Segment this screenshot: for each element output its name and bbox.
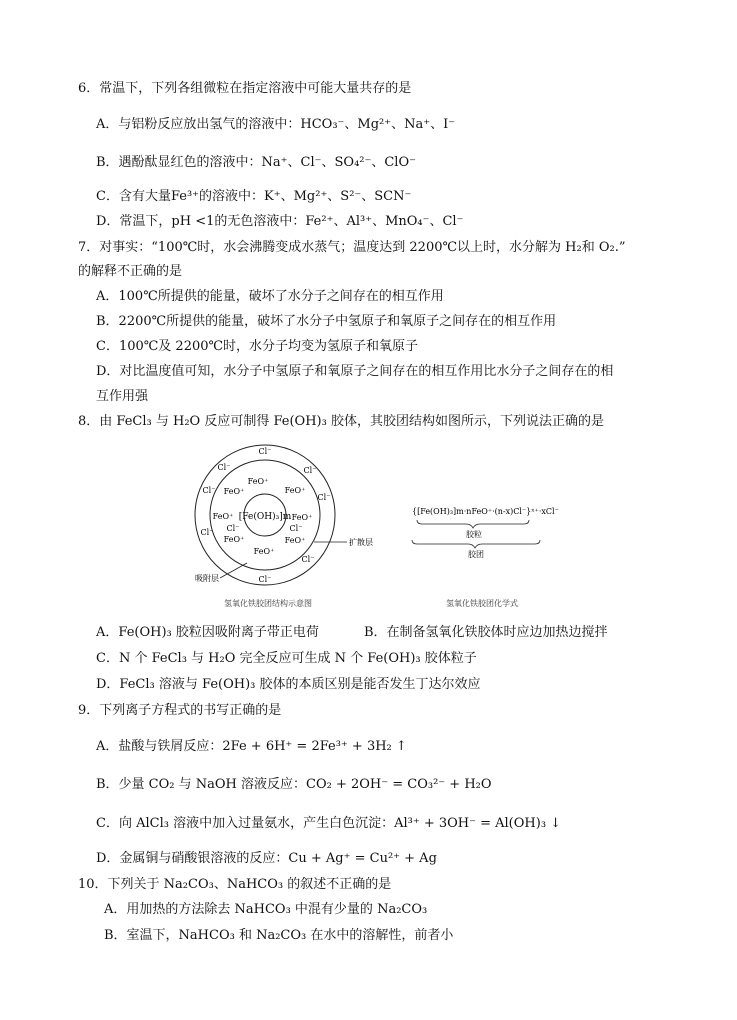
q8-option-c: C．N 个 FeCl₃ 与 H₂O 完全反应可生成 N 个 Fe(OH)₃ 胶体粒子: [96, 651, 477, 666]
q9-option-c: C．向 AlCl₃ 溶液中加入过量氨水，产生白色沉淀：Al³⁺ + 3OH⁻ = Al(OH)₃ ↓: [96, 816, 562, 831]
feo-ion: FeO⁺: [223, 535, 245, 544]
cl-ion: Cl⁻: [303, 466, 317, 475]
q6-stem: 6．常温下，下列各组微粒在指定溶液中可能大量共存的是: [78, 81, 412, 96]
feo-ion: FeO⁺: [247, 477, 269, 486]
q8-stem: 8．由 FeCl₃ 与 H₂O 反应可制得 Fe(OH)₃ 胶体，其胶团结构如图所示，下列说法正确的是: [78, 414, 604, 429]
cl-ion: Cl⁻: [200, 528, 214, 537]
figure-caption-left: 氢氧化铁胶团结构示意图: [224, 599, 312, 608]
colloidal-particle-label: 胶粒: [466, 530, 482, 539]
cl-ion: Cl⁻: [226, 524, 240, 533]
cl-ion: Cl⁻: [317, 493, 331, 502]
feo-ion: FeO⁺: [212, 512, 234, 521]
cl-ion: Cl⁻: [289, 524, 303, 533]
feo-ion: FeO⁺: [223, 487, 245, 496]
micelle-label: 胶团: [468, 550, 484, 559]
q9-option-b: B．少量 CO₂ 与 NaOH 溶液反应：CO₂ + 2OH⁻ = CO₃²⁻ + H₂O: [96, 777, 492, 792]
q6-option-a: A．与铝粉反应放出氢气的溶液中：HCO₃⁻、Mg²⁺、Na⁺、I⁻: [96, 117, 456, 132]
q10-stem: 10．下列关于 Na₂CO₃、NaHCO₃ 的叙述不正确的是: [78, 877, 392, 892]
q7-stem-line2: 的解释不正确的是: [78, 264, 183, 279]
q9-option-a: A．盐酸与铁屑反应：2Fe + 6H⁺ = 2Fe³⁺ + 3H₂ ↑: [96, 739, 407, 754]
cl-ion: Cl⁻: [202, 486, 216, 495]
cl-ion: Cl⁻: [217, 463, 231, 472]
q6-option-d: D．常温下，pH <1的无色溶液中：Fe²⁺、Al³⁺、MnO₄⁻、Cl⁻: [96, 214, 464, 229]
q7-stem-line1: 7．对事实：“100℃时，水会沸腾变成水蒸气；温度达到 2200℃以上时，水分解为 H₂和 O₂.”: [78, 240, 626, 255]
feo-ion: FeO⁺: [284, 536, 306, 545]
q8-option-b: B．在制备氢氧化铁胶体时应边加热边搅拌: [364, 625, 608, 640]
q7-option-d-line2: 互作用强: [96, 389, 149, 404]
q9-stem: 9．下列离子方程式的书写正确的是: [78, 703, 282, 718]
q10-option-a: A．用加热的方法除去 NaHCO₃ 中混有少量的 Na₂CO₃: [104, 902, 428, 917]
diffusion-layer-label: 扩散层: [349, 538, 373, 547]
q7-option-b: B．2200℃所提供的能量，破坏了水分子中氢原子和氧原子之间存在的相互作用: [96, 314, 557, 329]
q7-option-a: A．100℃所提供的能量，破坏了水分子之间存在的相互作用: [96, 289, 444, 304]
q8-option-a: A．Fe(OH)₃ 胶粒因吸附离子带正电荷: [96, 625, 319, 640]
figure-caption-right: 氢氧化铁胶团化学式: [446, 599, 518, 608]
micelle-formula: {[Fe(OH)₃]m·nFeO⁺·(n-x)Cl⁻}ˣ⁺·xCl⁻: [412, 507, 559, 516]
adsorption-layer-label: 吸附层: [195, 574, 219, 583]
cl-ion: Cl⁻: [258, 447, 272, 456]
q6-option-b: B．遇酚酞显红色的溶液中：Na⁺、Cl⁻、SO₄²⁻、ClO⁻: [96, 155, 416, 170]
q8-option-d: D．FeCl₃ 溶液与 Fe(OH)₃ 胶体的本质区别是能否发生丁达尔效应: [96, 677, 481, 692]
q9-option-d: D．金属铜与硝酸银溶液的反应：Cu + Ag⁺ = Cu²⁺ + Ag: [96, 851, 437, 866]
cl-ion: Cl⁻: [258, 575, 272, 584]
q7-option-d-line1: D．对比温度值可知，水分子中氢原子和氧原子之间存在的相互作用比水分子之间存在的相: [96, 364, 614, 379]
q7-option-c: C．100℃及 2200℃时，水分子均变为氢原子和氧原子: [96, 339, 419, 354]
feo-ion: FeO⁺: [284, 486, 306, 495]
q6-option-c: C．含有大量Fe³⁺的溶液中：K⁺、Mg²⁺、S²⁻、SCN⁻: [96, 189, 412, 204]
q10-option-b: B．室温下，NaHCO₃ 和 Na₂CO₃ 在水中的溶解性，前者小: [104, 928, 454, 943]
feo-ion: FeO⁺: [253, 547, 275, 556]
feo-ion: FeO⁺: [291, 513, 313, 522]
micelle-structure-figure: [190, 438, 590, 618]
core-label: [Fe(OH)₃]m: [238, 512, 292, 522]
cl-ion: Cl⁻: [301, 555, 315, 564]
